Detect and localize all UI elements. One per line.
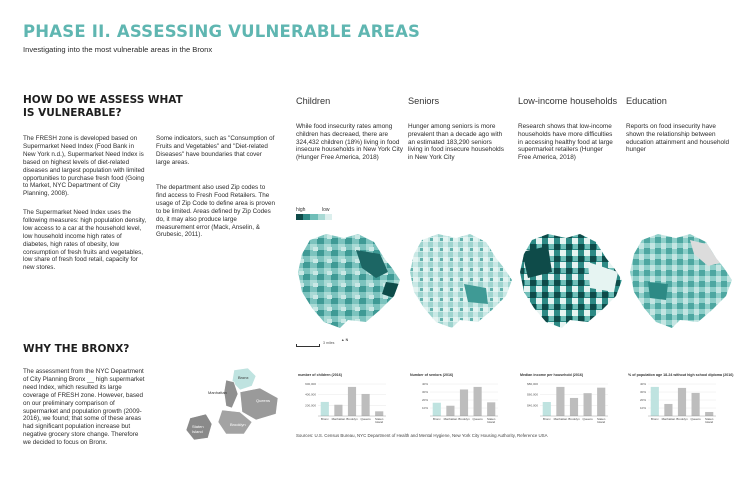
bar-manhattan xyxy=(556,387,564,416)
x-tick-label: Island xyxy=(597,420,606,425)
x-tick-label: Bronx xyxy=(543,417,551,421)
map-seniors xyxy=(408,232,518,332)
label-bronx: Bronx xyxy=(238,375,249,380)
y-tick-label: 30% xyxy=(639,390,646,394)
x-tick-label: Staten xyxy=(487,417,496,421)
chart-title: Number of seniors (2016) xyxy=(410,373,454,377)
x-tick-label: Island xyxy=(375,420,384,425)
bar-brooklyn xyxy=(460,389,468,416)
x-tick-label: Brooklyn xyxy=(676,417,688,421)
label-brooklyn: Brooklyn xyxy=(230,422,246,427)
x-tick-label: Manhattan xyxy=(443,417,458,421)
y-tick-label: 10% xyxy=(639,406,646,410)
bar-manhattan xyxy=(664,404,672,416)
sources-note: Sources: U.S. Census Bureau, NYC Department of Health and Mental Hygiene, New York City Housing Authority, Reference USA xyxy=(296,433,548,438)
bar-staten-island xyxy=(597,388,605,416)
category-children-title: Children xyxy=(296,96,331,106)
why-heading: WHY THE BRONX? xyxy=(23,343,130,355)
legend-swatch xyxy=(303,214,310,220)
map-children xyxy=(296,232,406,332)
y-tick-label: 20% xyxy=(421,398,428,402)
bar-bronx xyxy=(651,387,659,416)
legend-swatches xyxy=(296,214,332,220)
bar-brooklyn xyxy=(678,388,686,416)
x-tick-label: Staten xyxy=(705,417,714,421)
y-tick-label: 400,000 xyxy=(305,392,316,397)
y-tick-label: 40% xyxy=(639,382,646,386)
chart-title: % of population age 18-24 without high school diploma (2016) xyxy=(628,373,734,377)
choropleth-maps xyxy=(296,232,736,332)
bar-brooklyn xyxy=(348,387,356,416)
queens-shape xyxy=(240,388,278,420)
bar-chart-3 xyxy=(518,372,613,432)
assess-col2-paragraph2: The department also used Zip codes to find access to Fresh Food Retailers. The usage of Zip Code to define area is proven to be limited. Areas defined by Zip Codes do, it may also produce large measurement error (Mack, Anselin, & Grubesic, 2011). xyxy=(156,184,276,239)
x-tick-label: Bronx xyxy=(321,417,329,421)
scale-label: 3 miles xyxy=(323,341,335,345)
x-tick-label: Manhattan xyxy=(553,417,568,421)
legend-swatch xyxy=(296,214,303,220)
page-title: PHASE II. ASSESSING VULNERABLE AREAS xyxy=(23,22,421,41)
x-tick-label: Bronx xyxy=(651,417,659,421)
x-tick-label: Queens xyxy=(582,417,593,421)
bar-chart-2 xyxy=(408,372,503,432)
category-education-title: Education xyxy=(626,96,667,106)
bar-bronx xyxy=(321,402,329,416)
bar-bronx xyxy=(543,402,551,416)
bar-queens xyxy=(474,387,482,416)
y-tick-label: $60,000 xyxy=(527,392,538,397)
bar-chart-4 xyxy=(626,372,734,432)
y-tick-label: 10% xyxy=(421,406,428,410)
category-seniors-text: Hunger among seniors is more prevalent than a decade ago with an estimated 183,290 seniors living in food insecure households in New York City xyxy=(408,123,504,162)
x-tick-label: Manhattan xyxy=(661,417,676,421)
y-tick-label: 20% xyxy=(639,398,646,402)
legend-swatch xyxy=(325,214,332,220)
y-tick-label: $40,000 xyxy=(527,403,538,408)
legend-high-label: high xyxy=(296,207,306,213)
x-tick-label: Staten xyxy=(375,417,384,421)
category-low-income-text: Research shows that low-income households have more difficulties in accessing healthy food at large supermarket retailers (Hunger Free America, 2018) xyxy=(518,123,613,162)
legend-swatch xyxy=(318,214,325,220)
assess-heading xyxy=(23,94,183,120)
nyc-borough-map xyxy=(182,368,290,444)
x-tick-label: Staten xyxy=(597,417,606,421)
north-label: N xyxy=(345,338,349,342)
bar-manhattan xyxy=(446,406,454,416)
bar-chart-1 xyxy=(296,372,391,432)
label-manhattan: Manhattan xyxy=(208,390,227,395)
assess-col2-paragraph1: Some indicators, such as "Consumption of Fruits and Vegetables" and "Diet-related Diseases" have boundaries that cover large areas. xyxy=(156,135,275,166)
bar-queens xyxy=(692,393,700,416)
x-tick-label: Manhattan xyxy=(331,417,346,421)
x-tick-label: Queens xyxy=(360,417,371,421)
y-tick-label: 30% xyxy=(421,390,428,394)
bar-staten-island xyxy=(375,411,383,416)
y-tick-label: 200,000 xyxy=(305,403,316,408)
chart-title: number of children (2016) xyxy=(298,373,342,377)
x-tick-label: Queens xyxy=(690,417,701,421)
x-tick-label: Brooklyn xyxy=(346,417,358,421)
x-tick-label: Brooklyn xyxy=(568,417,580,421)
category-seniors-title: Seniors xyxy=(408,96,440,106)
x-tick-label: Brooklyn xyxy=(458,417,470,421)
page-subtitle: Investigating into the most vulnerable areas in the Bronx xyxy=(23,45,213,54)
category-low-income-title: Low-income households xyxy=(518,96,618,106)
label-queens: Queens xyxy=(256,398,271,403)
category-children-text: While food insecurity rates among children has decreaed, there are 324,432 children (18%) living in food insecure households in New York City (Hunger Free America, 2018) xyxy=(296,123,403,162)
label-staten-line1: Staten xyxy=(192,424,204,429)
bar-manhattan xyxy=(334,405,342,416)
y-tick-label: $80,000 xyxy=(527,382,538,386)
assess-heading-line2: IS VULNERABLE? xyxy=(23,107,122,119)
y-tick-label: 40% xyxy=(421,382,428,386)
legend-swatch xyxy=(310,214,317,220)
assess-heading-line1: HOW DO WE ASSESS WHAT xyxy=(23,94,183,106)
label-staten-line2: Island xyxy=(192,429,203,434)
bar-bronx xyxy=(433,403,441,416)
scale-bar xyxy=(296,344,320,347)
bar-brooklyn xyxy=(570,398,578,416)
x-tick-label: Island xyxy=(487,420,496,425)
x-tick-label: Island xyxy=(705,420,714,425)
bar-queens xyxy=(584,393,592,416)
bar-queens xyxy=(362,394,370,416)
bar-staten-island xyxy=(705,412,713,416)
north-arrow-icon: ▲ N xyxy=(341,338,349,342)
y-tick-label: 600,000 xyxy=(305,382,316,386)
why-text: The assessment from the NYC Department of City Planning Bronx __ high supermarket need Index, which resulted its large coverage of FRESH zone. However, based on our preliminary comparison of supermarket and population growth (2009-2016), we found; that some of these areas had significant population increase but negative grocery store change. Therefore we decided to focus on Bronx. xyxy=(23,368,145,447)
x-tick-label: Queens xyxy=(472,417,483,421)
legend-low-label: low xyxy=(322,207,330,213)
category-education-text: Reports on food insecurity have shown the relationship between education attainment and household hunger xyxy=(626,123,730,154)
map-low-income xyxy=(518,232,628,332)
bar-staten-island xyxy=(487,402,495,416)
assess-col1-paragraph2: The Supermarket Need Index uses the following measures: high population density, low access to a car at the household level, low household income high rates of diabetes, high rates of obesity, low consumption of fresh fruits and vegetables, low share of fresh food retail, capacity for new stores. xyxy=(23,209,147,272)
map-education xyxy=(628,232,738,332)
assess-col1-paragraph1: The FRESH zone is developed based on Supermarket Need Index (Food Bank in New York n.d.), Supermarket Need Index is based on highest levels of diet-related diseases and largest population with limited opportunities to purchase fresh food (Going to Market, NYC Department of City Planning, 2008). xyxy=(23,135,145,198)
x-tick-label: Bronx xyxy=(433,417,441,421)
chart-title: Median income per household (2016) xyxy=(520,373,584,377)
